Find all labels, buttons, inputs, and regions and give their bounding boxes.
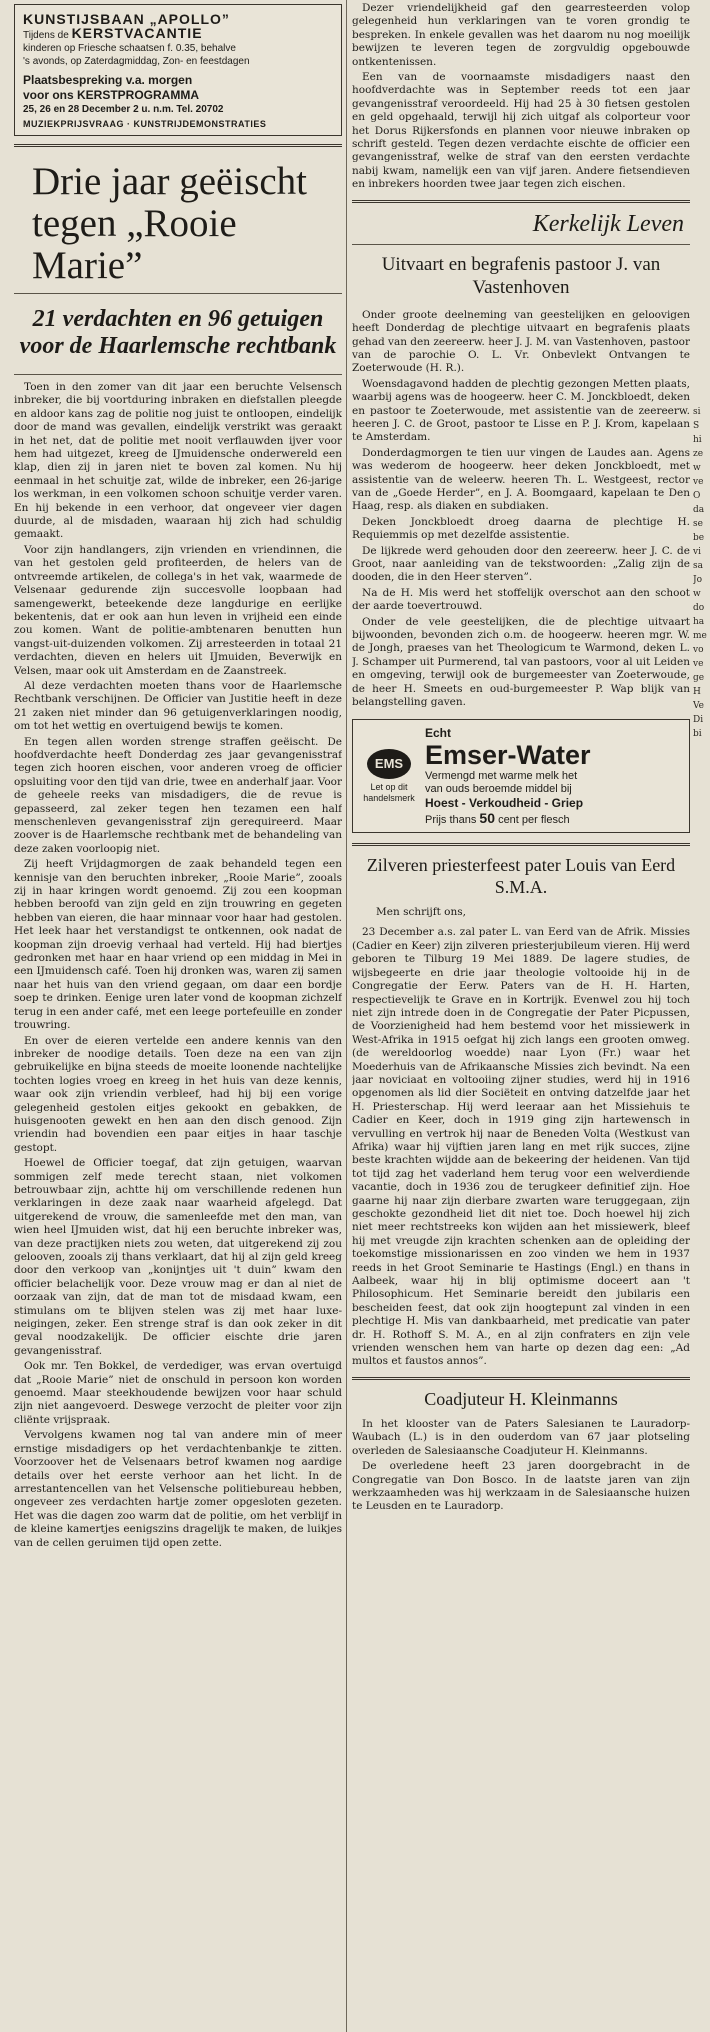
edge-fragment: vo [693,645,704,655]
article-paragraph: Donderdagmorgen te tien uur vingen de Laudes aan. Agens was wederom de hoogeerw. heer deken Jonckbloedt, met assistentie van de weleerw. heeren Th. L. Westgeest, rector van de „Goede Herder”, en J. A. Boomgaard, kapelaan te Den Haag, resp. als diaken en subdiaken. [352,446,690,513]
apollo-vacation-line [23,27,333,42]
apollo-footer: MUZIEKPRIJSVRAAG · KUNSTRIJDEMONSTRATIES [23,119,267,129]
edge-fragment: O [693,491,701,501]
article-paragraph: De overledene heeft 23 jaren doorgebracht in de Congregatie van Don Bosco. In de laatste jaren van zijn werkzaamheden was hij werkzaam in de Salesiaansche huizen te Leusden en te Lauradorp. [352,1460,690,1513]
article-paragraph: Na de H. Mis werd het stoffelijk overschot aan den schoot der aarde toevertrouwd. [352,586,690,613]
article-paragraph: Hoewel de Officier toegaf, dat zijn getuigen, waarvan sommigen zelf mede terecht staan, niet volkomen betrouwbaar zijn, achtte hij om verschillende redenen hun verklaringen in deze zaak naar waarheid afgelegd. Dat uitgerekend de vrouw, die samenleefde met den man, van wien heel IJmuiden wist, dat hij een beruchte inbreker was, van deze practijken niets zou weten, dat uitgerekend zij zou gelooven, zooals zij thans verklaart, dat hij al zijn geld kreeg door den verkoop van „konijntjes uit 't duin” kwam den officier belachelijk voor. Deze vrouw mag er dan al niet de oorzaak van zijn, dat de man tot de misdaad kwam, een stimulans om te blijven stelen was zij met haar luxe-neigingen, zeker. Een strenge straf is dan ook zeker in dit geval noodzakelijk. De officier eischte drie jaren gevangenisstraf. [14,1157,342,1357]
vastenhoven-headline: Uitvaart en begrafenis pastoor J. van Vastenhoven [381,253,661,298]
eerd-article-body [352,926,690,1368]
edge-fragment: w [693,463,701,473]
article-paragraph: Deken Jonckbloedt droeg daarna de plechtige H. Requiemmis op met dezelfde assistentie. [352,515,690,542]
apollo-dates-line: 25, 26 en 28 December 2 u. n.m. Tel. 20702 [23,104,224,115]
article-paragraph: Zij heeft Vrijdagmorgen de zaak behandeld tegen een kennisje van den beruchten inbreker, „Rooie Marie”, zooals zij in haar kringen wordt genoemd. Zij zou een koopman hebben beroofd van zijn geld en zijn trouwring en gegeten hebben van eieren, die haar minnaar voor haar had gestolen. Het leek haar het verstandigst te ontkennen, ook nadat de koopman zijn droevig verhaal had verteld. Hij had biertjes gedronken met haar en haar vriend op een middag in Mei in een IJmuidensch café. Toen hij dronken was, waren zij samen naar het huis van den vriend gegaan, om daar een bordje soep te drinken. Eenige uren later vond de koopman zichzelf terug in een ander café, met een leege portefeuille en zonder trouwring. [14,858,342,1032]
apollo-vacation-highlight: KERSTVACANTIE [71,25,203,41]
edge-fragment: ze [693,449,704,459]
main-headline: Drie jaar geëischt tegen „Rooie Marie” [32,160,308,287]
edge-fragment: bi [693,729,702,739]
vastenhoven-article-body [352,309,690,710]
ems-price-value: 50 [479,810,495,827]
ems-line: van ouds beroemde middel bij [425,783,572,796]
edge-fragment: Di [693,715,704,725]
article-paragraph: Voor zijn handlangers, zijn vrienden en vriendinnen, die van het gestolen geld profiteerden, de helers van de ontvreemde artikelen, de collega's in het vak, waarmede de Velsenaar gedurende zijn succesvolle loopbaan had samengewerkt, beteekende deze langdurige en eerlijke bekentenis, dat er ook aan hun leven in vrijheid een einde zou komen. Want de politie-ambtenaren benutten hun vangst-uit-duizenden volkomen. Zij arresteerden in totaal 21 verdachten, dieven en helers uit IJmuiden, Beverwijk en Velsen, maar ook uit Amsterdam en de Zaanstreek. [14,543,342,677]
edge-fragment: do [693,603,705,613]
edge-fragment-list [693,405,710,741]
edge-fragment: Ve [693,701,704,711]
edge-fragment: Jo [693,575,703,585]
article-paragraph: En tegen allen worden strenge straffen geëischt. De hoofdverdachte heeft Donderdag zes jaar gevangenisstraf tegen zich hooren eischen, voor anderen vroeg de officier opsluiting voor den tijd van drie, twee en anderhalf jaar. Voor de geheele reeks van misdadigers, die de revue is gepasseerd, zal zeker tegen hen tezamen een half menschenleven gevangenisstraf zijn gerequireerd. Maar zoover is de Haarlemsche rechtbank met de behandeling van deze zaken voorloopig niet. [14,735,342,855]
apollo-price-line: kinderen op Friesche schaatsen f. 0.35, behalve [23,43,236,54]
apollo-times-line: 's avonds, op Zaterdagmiddag, Zon- en feestdagen [23,56,250,67]
article-paragraph: Woensdagavond hadden de plechtig gezongen Metten plaats, waarbij agens was de hoogeerw. heer C. M. Jonckbloedt, deken en pastoor te Zoeterwoude, met assistentie van de zeereerw. heeren J. C. de Groot, pastoor te Lisse en P. J. Krom, kapelaan te Amsterdam. [352,377,690,444]
ems-line: Vermengd met warme melk het [425,770,578,783]
article-paragraph: Dezer vriendelijkheid gaf den gearresteerden volop gelegenheid hun verklaringen van te voren grondig te bespreken. In enkele gevallen was het daarom nu nog moeilijk bewijzen te leveren tegen de zorgvuldig opgebouwde ontkentenissen. [352,2,690,68]
article-paragraph: Ook mr. Ten Bokkel, de verdediger, was ervan overtuigd dat „Rooie Marie” niet de onschuld in persoon kon worden genoemd. Maar steekhoudende bewijzen voor haar schuld zijn niet aangevoerd. Deswege verzocht de pleiter voor zijn cliënte vrijspraak. [14,1360,342,1426]
edge-fragment: hi [693,435,702,445]
trademark-note: Let op dit handelsmerk [363,781,415,803]
adjacent-column-fragment [693,0,710,2032]
section-divider [352,1377,690,1380]
main-subheadline: 21 verdachten en 96 getuigen voor de Haarlemsche rechtbank [19,306,337,359]
apollo-title: KUNSTIJSBAAN „APOLLO” [23,11,230,27]
article-paragraph: Onder groote deelneming van geestelijken en geloovigen heeft Donderdag de plechtige uitvaart en begrafenis plaats gehad van den zeereerw. heer J. J. M. van Vastenhoven, pastoor van de parochie O. L. Vr. Onbevlekt Ontvangen te Zoeterwoude (H. R.). [352,308,690,375]
ems-price [425,810,681,826]
apollo-booking-line: Plaatsbespreking v.a. morgen [23,73,193,87]
edge-fragment: ha [693,617,705,627]
ems-price-suffix: cent per flesch [498,814,570,827]
subheadline-rule [14,374,342,375]
left-column [14,0,342,2032]
apollo-program-line: voor ons KERSTPROGRAMMA [23,88,200,102]
section-divider [14,144,342,147]
edge-fragment: da [693,505,705,515]
article-paragraph: Onder de vele geestelijken, die de plechtige uitvaart bijwoonden, bevonden zich o.m. de hoogeerw. heeren mgr. W. de Jongh, praeses van het Theologicum te Warmond, deken L. J. Schamper uit Purmerend, tal van pastoors, voor al uit Leiden en omgeving, terwijl ook de burgemeester van Zoeterwoude, de heer H. Smeets en oud-burgemeester P. Wap blijk van belangstelling gaven. [352,615,690,709]
edge-fragment: vi [693,547,701,557]
main-article-body [14,381,342,1550]
edge-fragment: S [693,421,700,431]
eerd-headline: Zilveren priesterfeest pater Louis van Eerd S.M.A. [366,855,676,898]
article-paragraph: Een van de voornaamste misdadigers naast den hoofdverdachte was in September reeds tot een jaar gevangenisstraf veroordeeld. Hij had 25 à 30 fietsen gestolen en geld opgehaald, terwijl hij zich uitgaf als colporteur voor het Dorus Rijkersfonds en plannen voor nieuwe inbraken op schrift gesteld. Tegen dezen verdachte eischte de officier een gevangenisstraf, welke de straf van den eersten verdachte nabij kwam, namelijk een van vijf jaren. Andere fietsendieven en inbrekers hoorden twee jaar tegen zich eischen. [352,71,690,191]
edge-fragment: se [693,519,703,529]
ems-logo [361,749,417,804]
edge-fragment: H [693,687,701,697]
edge-fragment: be [693,533,705,543]
ems-text [425,726,681,826]
column-divider [346,0,347,2032]
kleinmanns-headline: Coadjuteur H. Kleinmanns [424,1388,618,1409]
section-divider [352,200,690,203]
middle-column [352,0,690,2032]
section-divider [352,843,690,846]
edge-fragment: me [693,631,707,641]
article-paragraph: 23 December a.s. zal pater L. van Eerd van de Afrik. Missies (Cadier en Keer) zijn zilveren priesterjubileum vieren. Hij werd geboren te Tilburg 19 Mei 1889. De lagere studies, de wijsbegeerte en drie jaar theologie voltooide hij in de Congregatie der Eerw. Paters van de H. H. Harten, respectievelijk te Grave en in Kortrijk. Evenwel zou hij toch niet zijn intrede doen in de Congregatie der Pater Picpussen, de Voorzienigheid had hem bestemd voor het missiewerk in West-Afrika in 1915 oefgat hij zich langs een grooten omweg. (de wereldoorlog woedde) naar Lyon (Fr.) waar het Moederhuis van de Afrikaansche Missies zich bevindt. Na een jaar noviciaat en voltooiing zijner studies, werd hij in 1916 opgenomen als lid dier Sociëteit en ontving datzelfde jaar het H. Priesterschap. Hij werd leeraar aan het Missiehuis te Cadier en Keer, doch in 1919 ging zijn hartewensch in vervulling en vertrok hij naar de Beneden Volta (Westkust van Afrika) waar hij vijftien jaren lang en met rijk succes, zijne beste krachten wijdde aan de bekeering der heidenen. Van tijd tot tijd zag het vaderland hem terug voor een welverdiende vacantie, doch in 1936 zou de terugkeer definitief zijn. Hoe gaarne hij naar zijn dierbare zwarten ware teruggegaan, zijn geschokte gezondheid liet dit niet toe. Doch hoewel hij zich niet meer rechtstreeks kon wijden aan het missiewerk, bleef hij met vreugde zijn krachten schenken aan de opleiding der toekomstige missionarissen en zoo vinden we hem in 1937 reeds in het Groot Seminarie te Hastings (Engl.) en thans in Aalbeek, waar hij in blij optimisme doceert aan 't Philosophicum. Het Seminarie bereidt den jubilaris een bescheiden feest, dat ook zijn hoogtepunt zal vinden in een plechtige H. Mis van dankbaarheid, met predicatie van pater dr. H. Rothoff S. M. A., en al zijn confraters en zijn vele vrienden wenschen hem van harte op dezen dag een: „Ad multos et faustos annos”. [352,926,690,1368]
edge-fragment: ve [693,659,704,669]
ems-echt: Echt [425,726,452,741]
article-paragraph: Al deze verdachten moeten thans voor de Haarlemsche Rechtbank verschijnen. De Officier van Justitie heeft in deze 21 zaken niet minder dan 96 getuigenverklaringen noodig, om tot het wettig en overtuigend bewijs te komen. [14,679,342,733]
section-header: Kerkelijk Leven [532,210,684,237]
edge-fragment: sa [693,561,703,571]
article-paragraph: Vervolgens kwamen nog tal van andere min of meer ernstige misdadigers op het verdachtenbankje te zitten. Voorzoover het de Velsenaars betrof kwamen nog aardige details over het eerste verhoor aan het licht. In de arrestantencellen van het Velsensche politiebureau hebben, ongeveer zes verdachten hartje zomer opgesloten gezeten. Het was die dagen zoo warm dat de politie, om het verblijf in de kleine kamertjes eenigszins dragelijk te maken, de luikjes van de cellen geruimen tijd open zette. [14,1429,342,1549]
apollo-advertisement [14,4,342,136]
section-rule [352,244,690,245]
ems-badge: EMS [367,749,411,779]
article-paragraph: De lijkrede werd gehouden door den zeereerw. heer J. C. de Groot, naar aanleiding van de tekstwoorden: „Zalig zijn de dooden, die in den Heer sterven”. [352,544,690,584]
edge-fragment: w [693,589,701,599]
kleinmanns-article-body [352,1418,690,1514]
article-paragraph: En over de eieren vertelde een andere kennis van den inbreker de noodige details. Toen deze na een van zijn gebruikelijke en bijna steeds de moeite loonende nachtelijke tochten logies vroeg en kreeg in het huis van deze kennis, waar ook zijn vriendin verbleef, had hij bij een vorige gelegenheid gestolen eitjes gekookt en gebakken, de huisgenooten gewekt en hen aan den disch genood. Zijn vriendin had bovendien een paar eitjes in haar taschje gestopt. [14,1034,342,1154]
edge-fragment: si [693,407,701,417]
ems-ailments: Hoest - Verkoudheid - Griep [425,796,584,811]
ems-product-name: Emser-Water [425,740,591,771]
eerd-byline: Men schrijft ons, [376,906,466,919]
headline-rule [14,293,342,294]
continued-article [352,2,690,192]
edge-fragment: ge [693,673,705,683]
apollo-vacation-prefix: Tijdens de [23,30,69,41]
emser-water-advertisement [352,719,690,833]
ems-price-prefix: Prijs thans [425,814,477,827]
edge-fragment: ve [693,477,704,487]
article-paragraph: In het klooster van de Paters Salesianen te Lauradorp-Waubach (L.) is in den ouderdom van 67 jaar plotseling overleden de Salesiaansche Coadjuteur H. Kleinmanns. [352,1417,690,1457]
article-paragraph: Toen in den zomer van dit jaar een beruchte Velsensch inbreker, die bij voortduring inbraken en diefstallen pleegde en aldoor kans zag de politie nog juist te ontloopen, eindelijk door de mand was gevallen, eindelijk verstrikt was geraakt in het net, dat de politie met nooit verflauwden ijver voor hem had uitgezet, kreeg de IJmuidensche onderwereld een klap, dien zij in jaren niet te boven zal komen. Nu hij eenmaal in het schuitje zat, wilde de inbreker, een 26-jarige los werkman, in een volkomen schoon schuitje verder varen. En hij bekende in een verhoor, dat ongeveer vier dagen duurde, al de misdaden, waaraan hij zich had schuldig gemaakt. [14,381,342,541]
